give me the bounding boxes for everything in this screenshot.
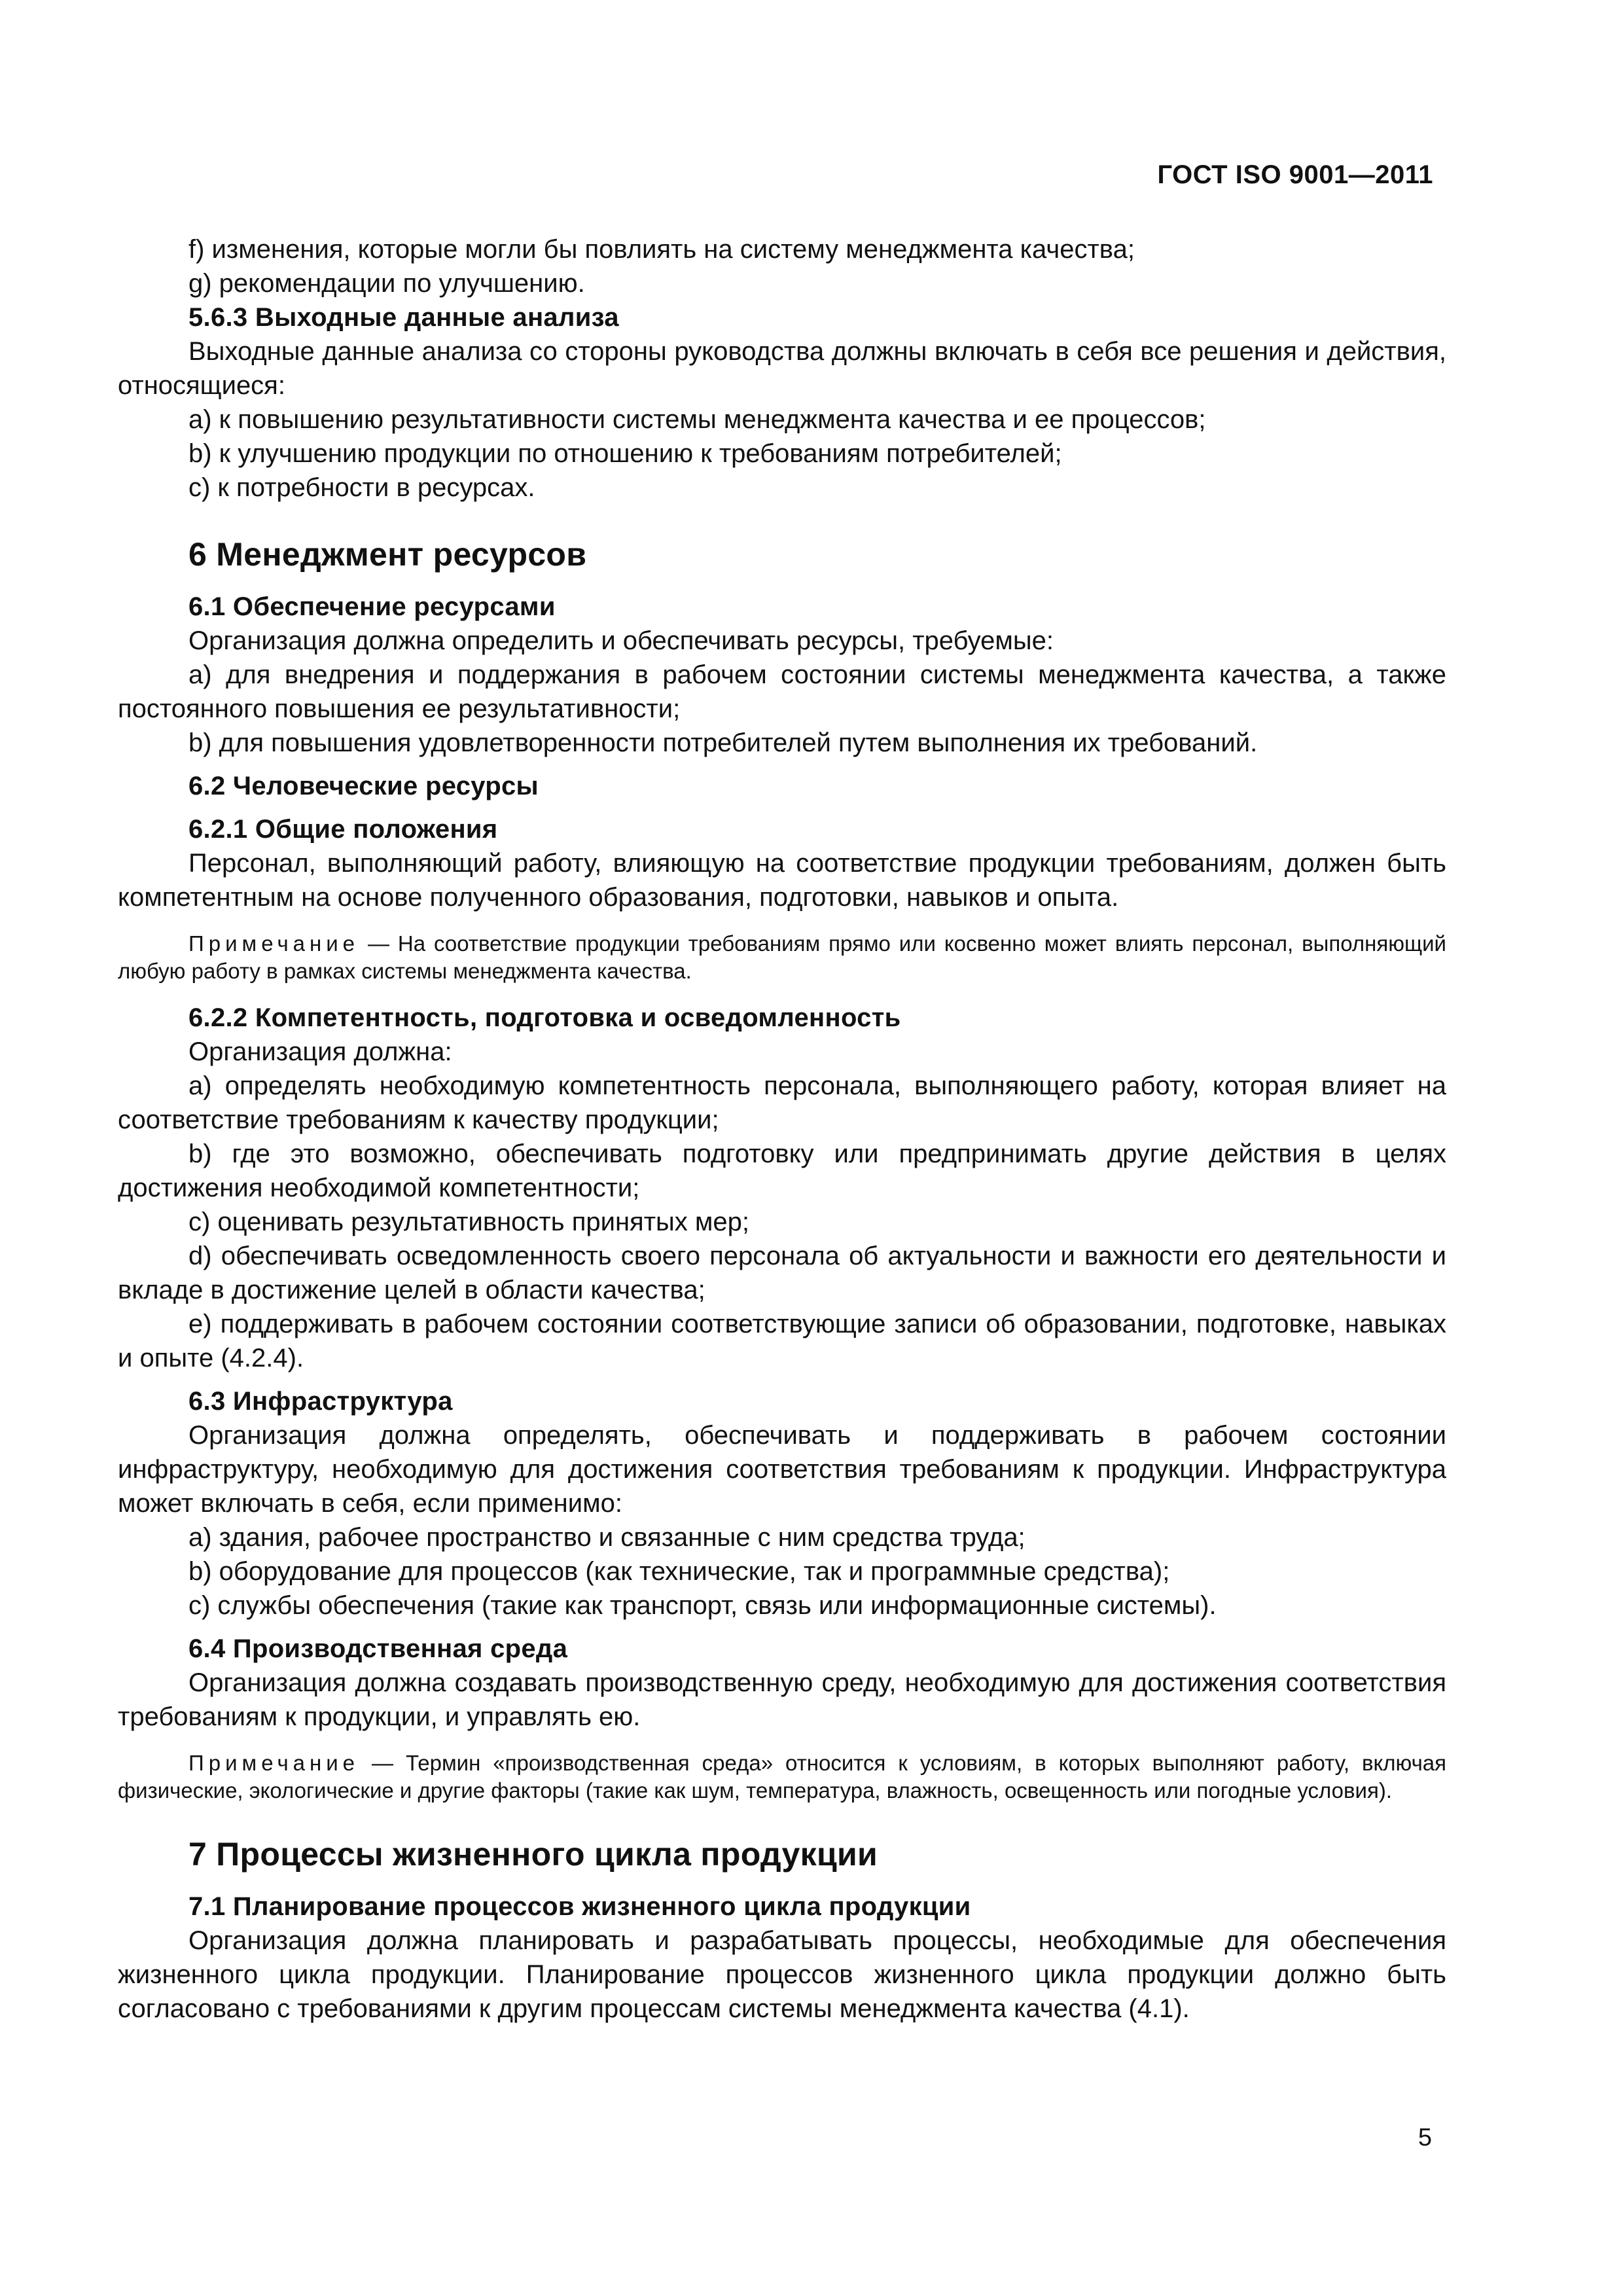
- spacer: [118, 760, 1446, 769]
- subsection-heading: 6.3 Инфраструктура: [188, 1387, 453, 1416]
- body-paragraph: a) к повышению результативности системы менеджмента качества и ее процессов;: [188, 405, 1206, 434]
- spacer: [118, 914, 1446, 930]
- body-paragraph: c) службы обеспечения (такие как транспорт, связь или информационные системы).: [188, 1591, 1217, 1620]
- body-paragraph: Организация должна определить и обеспечивать ресурсы, требуемые:: [188, 626, 1054, 655]
- section-heading: 7 Процессы жизненного цикла продукции: [188, 1836, 878, 1873]
- note-text: — Термин «производственная среда» относится к условиям, в которых выполняют работу, включая физические, экологические и другие факторы (такие как шум, температура, влажность, освещенность или погодные условия).: [118, 1751, 1446, 1803]
- spacer: [118, 1623, 1446, 1632]
- body-paragraph: a) определять необходимую компетентность персонала, выполняющего работу, которая влияет на соответствие требованиям к качеству продукции;: [118, 1071, 1446, 1134]
- spacer: [118, 1804, 1446, 1835]
- section-heading: 6 Менеджмент ресурсов: [188, 536, 587, 573]
- subsection-heading: 7.1 Планирование процессов жизненного цикла продукции: [188, 1892, 971, 1921]
- body-paragraph: d) обеспечивать осведомленность своего персонала об актуальности и важности его деятельности и вкладе в достижение целей в области качества;: [118, 1242, 1446, 1304]
- body-paragraph: c) оценивать результативность принятых мер;: [188, 1208, 749, 1236]
- body-paragraph: Организация должна планировать и разрабатывать процессы, необходимые для обеспечения жизненного цикла продукции. Планирование процессов жизненного цикла продукции должно быть согласовано с требованиями к другим процессам системы менеджмента качества (4.1).: [118, 1926, 1446, 2023]
- body-paragraph: b) где это возможно, обеспечивать подготовку или предпринимать другие действия в целях достижения необходимой компетентности;: [118, 1139, 1446, 1202]
- body-paragraph: c) к потребности в ресурсах.: [188, 473, 535, 502]
- document-code-header: ГОСТ ISO 9001—2011: [1157, 160, 1433, 189]
- spacer: [118, 1874, 1446, 1890]
- note-paragraph: [118, 1749, 1446, 1804]
- subsection-heading: 5.6.3 Выходные данные анализа: [188, 303, 619, 332]
- spacer: [118, 1734, 1446, 1749]
- page-number: 5: [1418, 2124, 1432, 2151]
- subsection-heading: 6.2.2 Компетентность, подготовка и осведомленность: [188, 1003, 901, 1032]
- body-paragraph: g) рекомендации по улучшению.: [188, 269, 585, 298]
- spacer: [118, 985, 1446, 1001]
- note-paragraph: [118, 930, 1446, 985]
- body-paragraph: a) здания, рабочее пространство и связанные с ним средства труда;: [188, 1523, 1026, 1552]
- body-paragraph: Организация должна:: [188, 1037, 452, 1066]
- body-paragraph: a) для внедрения и поддержания в рабочем состоянии системы менеджмента качества, а также постоянного повышения ее результативности;: [118, 660, 1446, 723]
- spacer: [118, 574, 1446, 590]
- body-paragraph: Организация должна создавать производственную среду, необходимую для достижения соответствия требованиям к продукции, и управлять ею.: [118, 1668, 1446, 1731]
- body-paragraph: b) оборудование для процессов (как технические, так и программные средства);: [188, 1557, 1170, 1586]
- spacer: [118, 505, 1446, 535]
- body-paragraph: b) к улучшению продукции по отношению к требованиям потребителей;: [188, 439, 1062, 468]
- note-label: Примечание: [188, 1751, 360, 1775]
- spacer: [118, 1375, 1446, 1384]
- body-paragraph: b) для повышения удовлетворенности потребителей путем выполнения их требований.: [188, 728, 1258, 757]
- body-paragraph: Персонал, выполняющий работу, влияющую на соответствие продукции требованиям, должен быть компетентным на основе полученного образования, подготовки, навыков и опыта.: [118, 849, 1446, 912]
- document-body: [118, 232, 1446, 2026]
- body-paragraph: Выходные данные анализа со стороны руководства должны включать в себя все решения и действия, относящиеся:: [118, 337, 1446, 400]
- subsection-heading: 6.2.1 Общие положения: [188, 815, 498, 844]
- note-label: Примечание: [188, 931, 360, 956]
- note-text: — На соответствие продукции требованиям прямо или косвенно может влиять персонал, выполняющий любую работу в рамках системы менеджмента качества.: [118, 931, 1446, 983]
- subsection-heading: 6.4 Производственная среда: [188, 1634, 568, 1663]
- subsection-heading: 6.1 Обеспечение ресурсами: [188, 592, 556, 621]
- body-paragraph: Организация должна определять, обеспечивать и поддерживать в рабочем состоянии инфраструктуру, необходимую для достижения соответствия требованиям к продукции. Инфраструктура может включать в себя, если применимо:: [118, 1421, 1446, 1518]
- subsection-heading: 6.2 Человеческие ресурсы: [188, 772, 539, 800]
- body-paragraph: e) поддерживать в рабочем состоянии соответствующие записи об образовании, подготовке, навыках и опыте (4.2.4).: [118, 1310, 1446, 1372]
- body-paragraph: f) изменения, которые могли бы повлиять на систему менеджмента качества;: [188, 235, 1135, 264]
- spacer: [118, 803, 1446, 812]
